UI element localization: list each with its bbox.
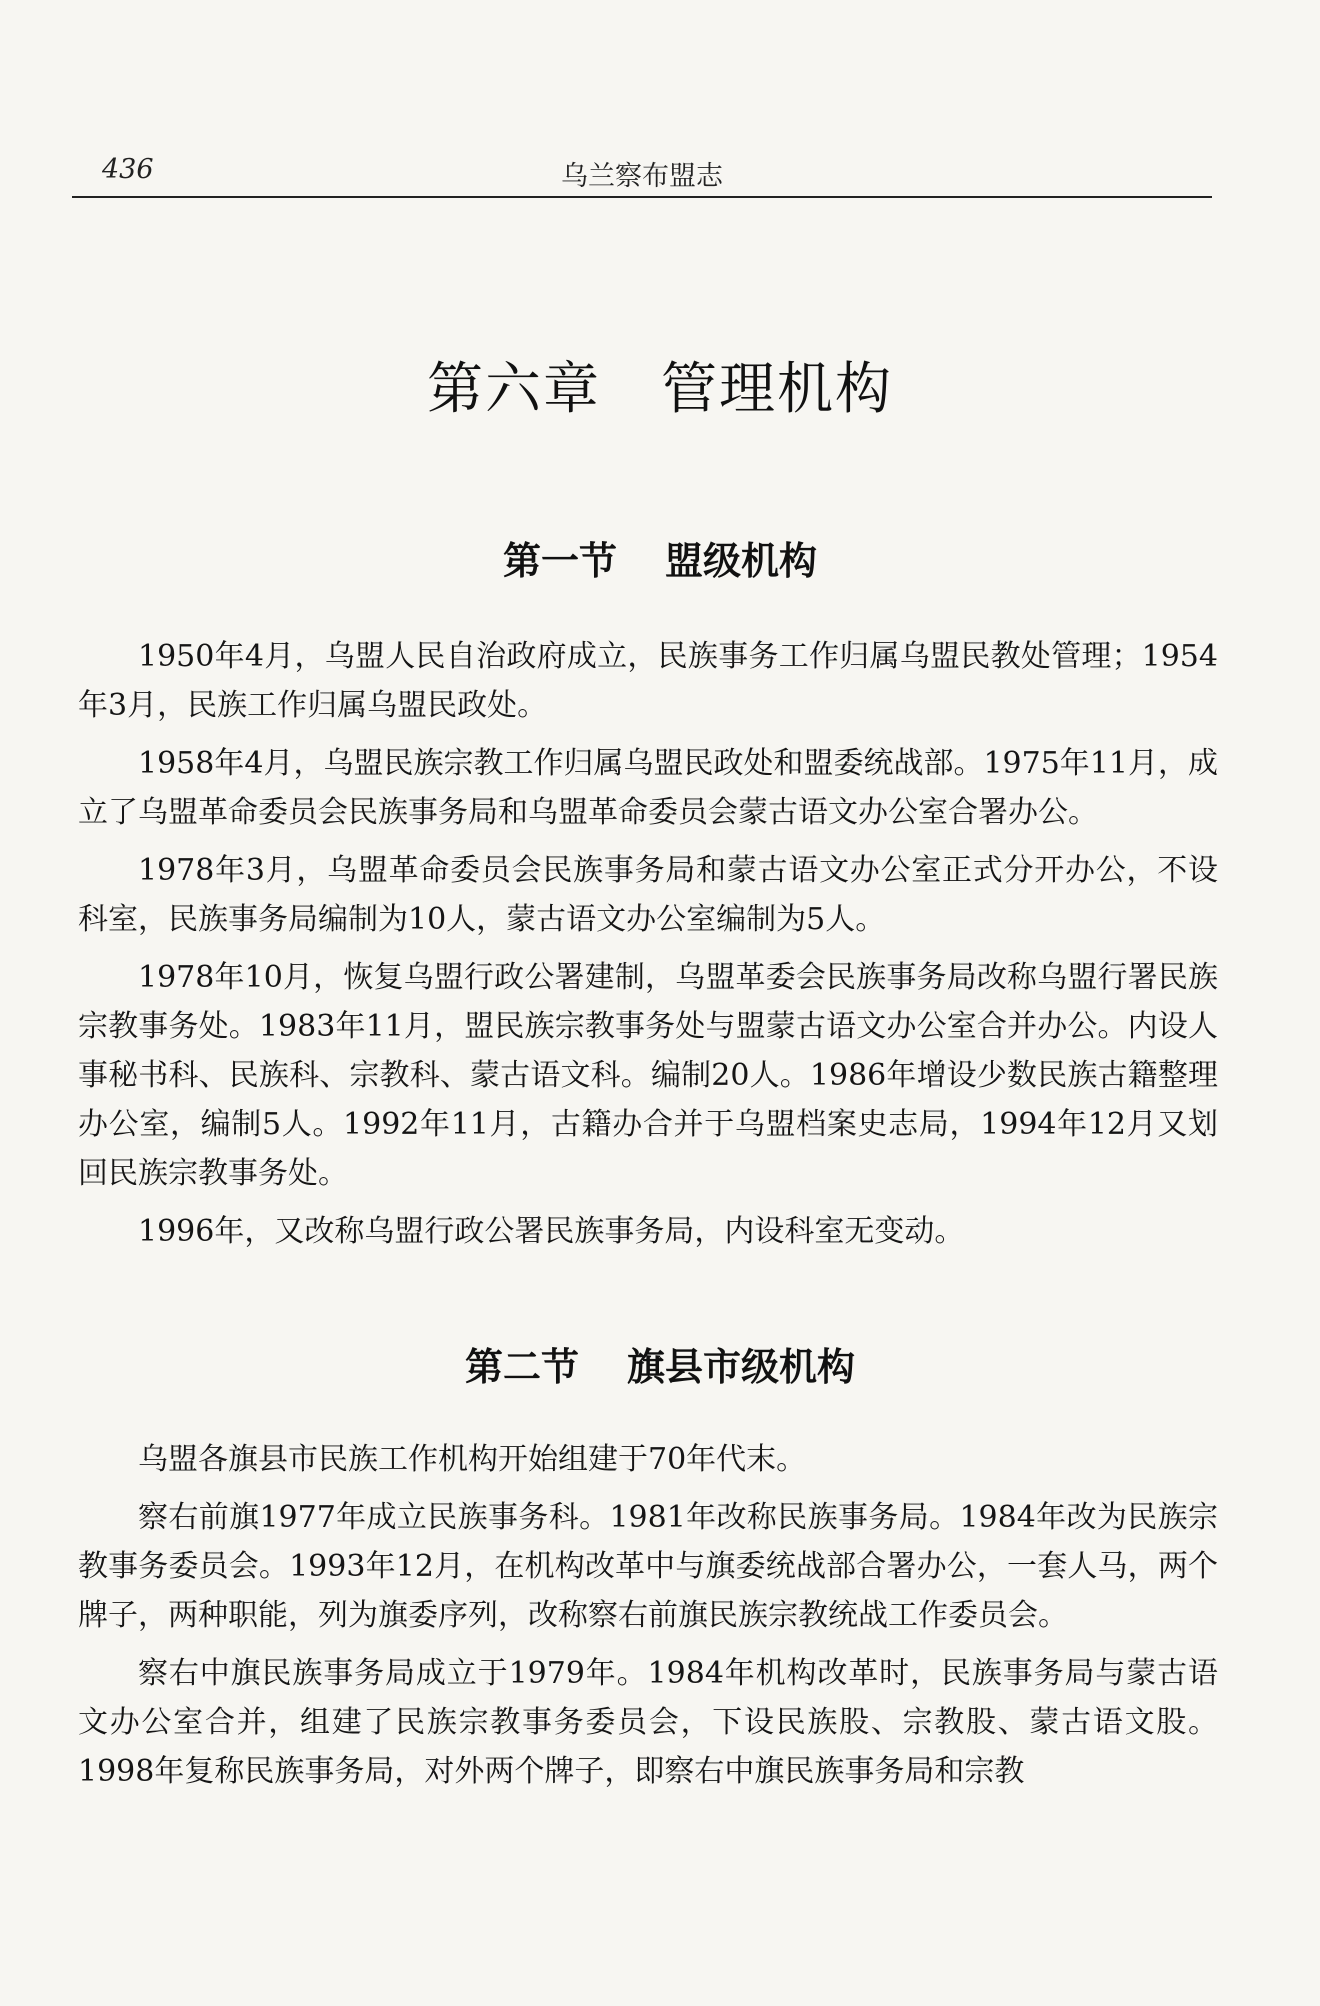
paragraph: 1978年3月，乌盟革命委员会民族事务局和蒙古语文办公室正式分开办公，不设科室，民族事务局编制为10人，蒙古语文办公室编制为5人。: [78, 853, 1218, 937]
section-title: [0, 1336, 1320, 1391]
section-name: 旗县市级机构: [627, 1345, 856, 1389]
section-number: 第二节: [464, 1345, 579, 1389]
section-name: 盟级机构: [665, 539, 818, 583]
section-title: [0, 530, 1320, 585]
paragraph: 察右中旗民族事务局成立于1979年。1984年机构改革时，民族事务局与蒙古语文办公室合并，组建了民族宗教事务委员会，下设民族股、宗教股、蒙古语文股。1998年复称民族事务局，对外两个牌子，即察右中旗民族事务局和宗教: [78, 1656, 1218, 1789]
paragraph: 乌盟各旗县市民族工作机构开始组建于70年代末。: [138, 1442, 807, 1477]
chapter-title: [0, 345, 1320, 425]
paragraph: 1996年，又改称乌盟行政公署民族事务局，内设科室无变动。: [138, 1214, 965, 1249]
paragraph: 1978年10月，恢复乌盟行政公署建制，乌盟革委会民族事务局改称乌盟行署民族宗教事务处。1983年11月，盟民族宗教事务处与盟蒙古语文办公室合并办公。内设人事秘书科、民族科、宗教科、蒙古语文科。编制20人。1986年增设少数民族古籍整理办公室，编制5人。1992年11月，古籍办合并于乌盟档案史志局，1994年12月又划回民族宗教事务处。: [78, 960, 1218, 1191]
section-body: [78, 1435, 1218, 1805]
section-body: [78, 632, 1218, 1265]
paragraph: 1950年4月，乌盟人民自治政府成立，民族事务工作归属乌盟民教处管理；1954年3月，民族工作归属乌盟民政处。: [78, 639, 1218, 723]
paragraph: 1958年4月，乌盟民族宗教工作归属乌盟民政处和盟委统战部。1975年11月，成立了乌盟革命委员会民族事务局和乌盟革命委员会蒙古语文办公室合署办公。: [78, 746, 1218, 830]
running-title: 乌兰察布盟志: [561, 161, 723, 192]
paragraph: 察右前旗1977年成立民族事务科。1981年改称民族事务局。1984年改为民族宗教事务委员会。1993年12月，在机构改革中与旗委统战部合署办公，一套人马，两个牌子，两种职能，列为旗委序列，改称察右前旗民族宗教统战工作委员会。: [78, 1500, 1218, 1633]
section-number: 第一节: [502, 539, 617, 583]
chapter-name: 管理机构: [661, 357, 893, 422]
page-number: 436: [102, 154, 154, 185]
page-header: [72, 148, 1212, 198]
chapter-number: 第六章: [427, 357, 601, 422]
